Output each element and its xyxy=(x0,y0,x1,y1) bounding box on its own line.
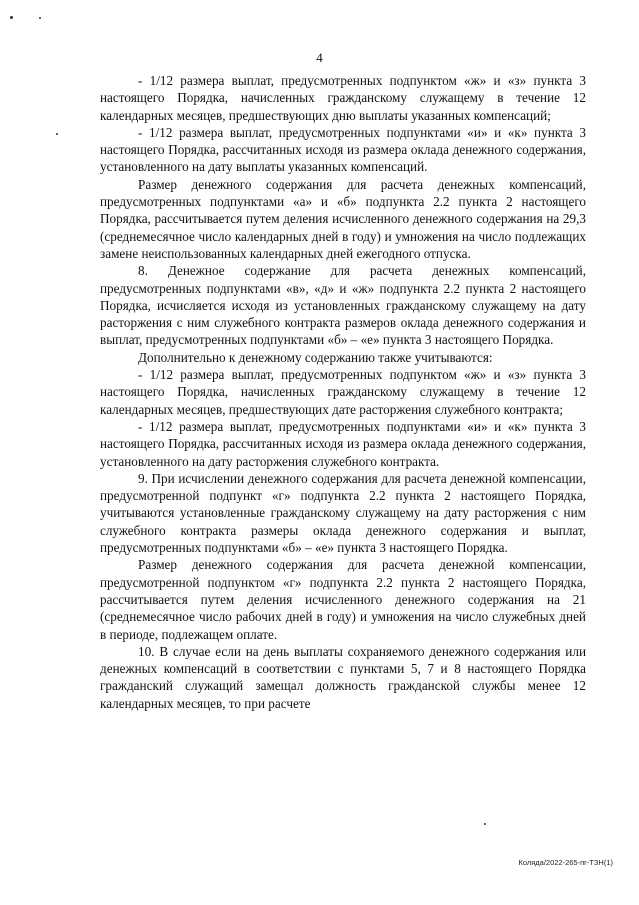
scan-speck xyxy=(10,16,13,19)
scan-speck xyxy=(39,17,41,19)
paragraph: - 1/12 размера выплат, предусмотренных подпунктом «ж» и «з» пункта 3 настоящего Порядка, начисленных гражданскому служащему в течение 12 календарных месяцев, предшествующих дню выплаты указанных компенсаций; xyxy=(100,73,586,123)
paragraph: Дополнительно к денежному содержанию также учитываются: xyxy=(138,349,493,365)
paragraph: - 1/12 размера выплат, предусмотренных подпунктами «и» и «к» пункта 3 настоящего Порядка, рассчитанных исходя из размера оклада денежного содержания, установленного на дату выплаты указанных компенсаций. xyxy=(100,124,586,175)
document-code: Коляда/2022-265-пг-ТЗН(1) xyxy=(518,858,613,867)
paragraph: - 1/12 размера выплат, предусмотренных подпунктами «и» и «к» пункта 3 настоящего Порядка, рассчитанных исходя из размера оклада денежного содержания, установленного на дату расторжения служебного контракта. xyxy=(100,418,586,469)
paragraph: Размер денежного содержания для расчета денежных компенсаций, предусмотренных подпунктами «а» и «б» подпункта 2.2 пункта 2 настоящего Порядка, рассчитывается путем деления исчисленного денежного содержания на 29,3 (среднемесячное число календарных дней в году) и умножения на число подлежащих замене неиспользованных календарных дней ежегодного отпуска. xyxy=(100,176,586,261)
paragraph: Размер денежного содержания для расчета денежной компенсации, предусмотренной подпунктом «г» подпункта 2.2 пункта 2 настоящего Порядка, рассчитывается путем деления исчисленного денежного содержания на 21 (среднемесячное число рабочих дней в году) и умножения на число служебных дней в периоде, подлежащем оплате. xyxy=(100,557,586,642)
page-number: 4 xyxy=(316,50,323,65)
paragraph: 10. В случае если на день выплаты сохраняемого денежного содержания или денежных компенсаций в соответствии с пунктами 5, 7 и 8 настоящего Порядка гражданский служащий замещал должность гражданской службы менее 12 календарных месяцев, то при расчете xyxy=(100,643,586,711)
scan-speck xyxy=(484,823,486,825)
paragraph: - 1/12 размера выплат, предусмотренных подпунктом «ж» и «з» пункта 3 настоящего Порядка, начисленных гражданскому служащему в течение 12 календарных месяцев, предшествующих дате расторжения служебного контракта; xyxy=(100,367,586,417)
scan-speck xyxy=(56,133,58,135)
paragraph: 8. Денежное содержание для расчета денежных компенсаций, предусмотренных подпунктами «в», «д» и «ж» подпункта 2.2 пункта 2 настоящего Порядка, исчисляется исходя из установленных гражданскому служащему на дату расторжения с ним служебного контракта размеров оклада денежного содержания и выплат, предусмотренных подпунктами «б» – «е» пункта 3 настоящего Порядка. xyxy=(100,263,586,348)
document-body xyxy=(100,72,586,712)
paragraph: 9. При исчислении денежного содержания для расчета денежной компенсации, предусмотренной подпункт «г» подпункта 2.2 пункта 2 настоящего Порядка, учитываются установленные гражданскому служащему на дату расторжения с ним служебного контракта размеры оклада денежного содержания и выплат, предусмотренных подпунктами «б» – «е» пункта 3 настоящего Порядка. xyxy=(100,470,586,556)
